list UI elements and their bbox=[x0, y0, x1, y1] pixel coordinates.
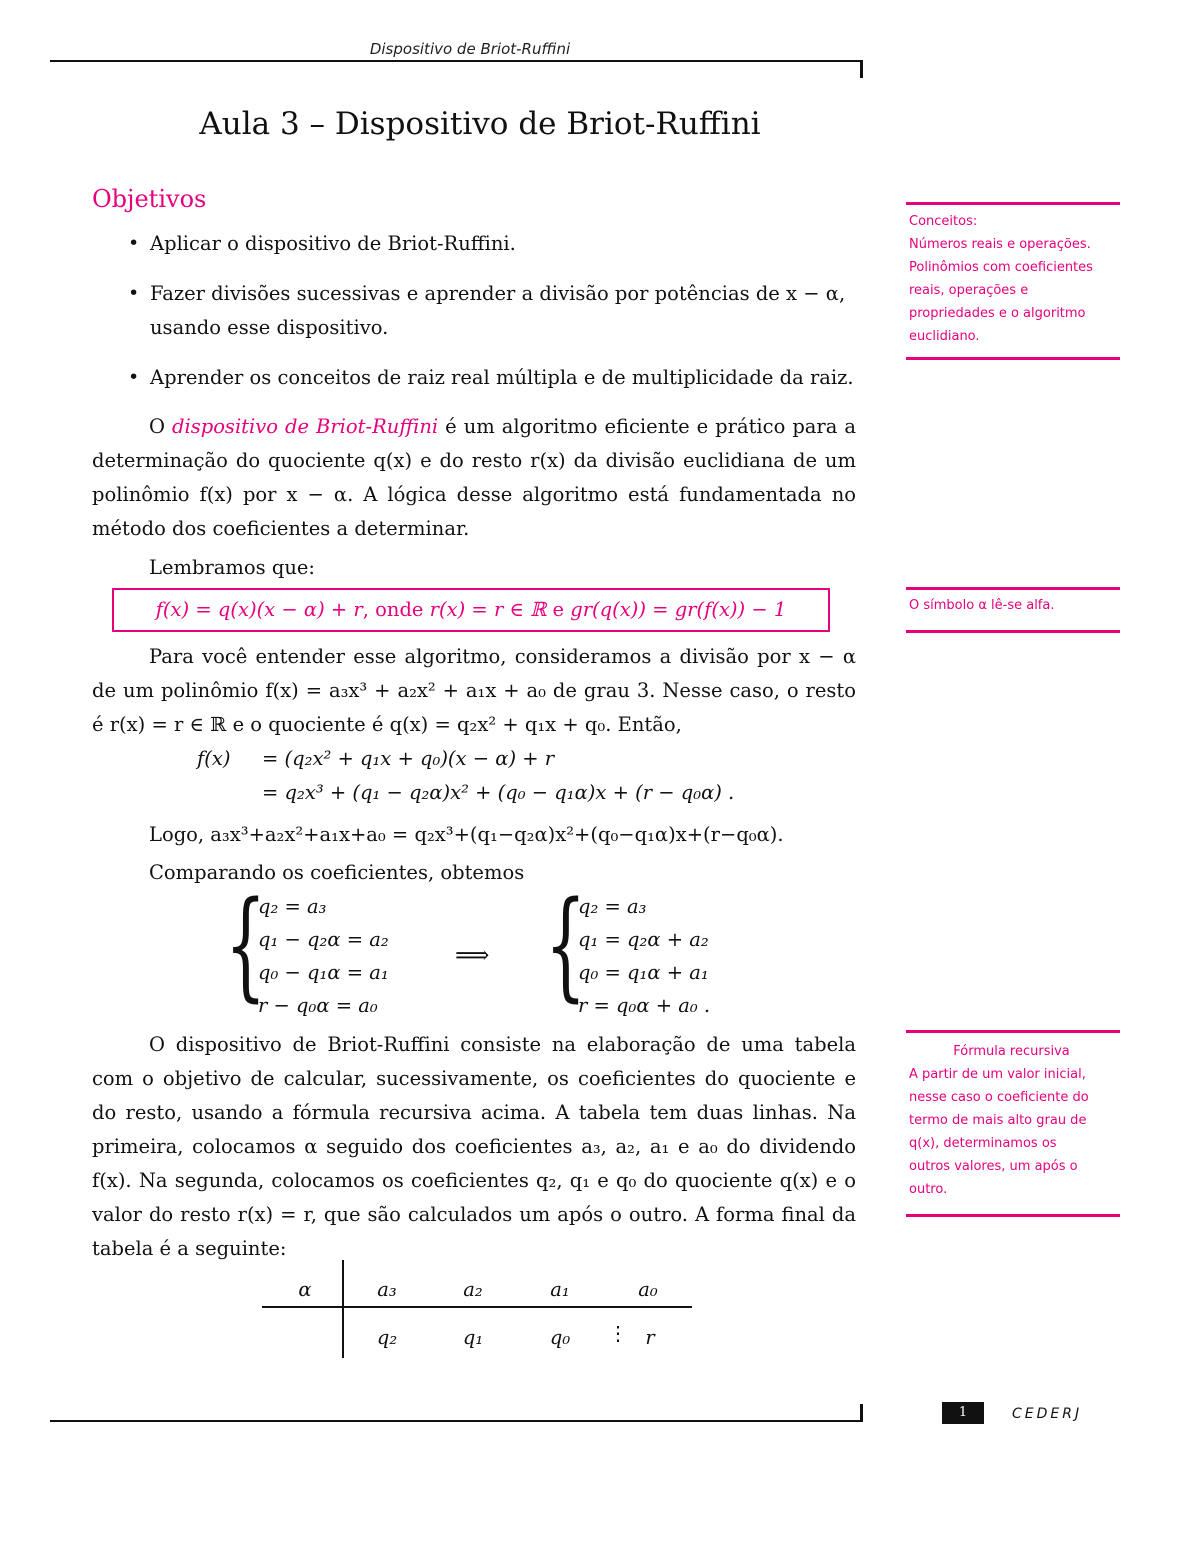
sidebar-rule bbox=[906, 357, 1120, 360]
implies-arrow: ⟹ bbox=[455, 941, 490, 969]
sidebar-rule bbox=[906, 1214, 1120, 1217]
footer-brand: CEDERJ bbox=[1012, 1406, 1083, 1422]
footer-rule bbox=[50, 1420, 862, 1422]
concepts-line: Números reais e operações. bbox=[909, 237, 1091, 252]
running-header: Dispositivo de Briot-Ruffini bbox=[369, 40, 571, 58]
table-vertical-line bbox=[342, 1260, 344, 1358]
concepts-line: reais, operações e bbox=[909, 283, 1029, 298]
emphasis-term: dispositivo de Briot-Ruffini bbox=[171, 415, 439, 438]
sidebar-rule bbox=[906, 587, 1120, 590]
system-left-row: q₁ − q₂α = a₂ bbox=[258, 928, 389, 951]
concepts-label: Conceitos: bbox=[909, 214, 978, 229]
recursive-line: outro. bbox=[909, 1182, 948, 1197]
compare-line: Comparando os coeficientes, obtemos bbox=[149, 861, 525, 884]
logo-equation: Logo, a₃x³+a₂x²+a₁x+a₀ = q₂x³+(q₁−q₂α)x²+(q₀−q₁α)x+(r−q₀α). bbox=[149, 823, 784, 846]
objective-item-cont: usando esse dispositivo. bbox=[150, 316, 389, 339]
objectives-heading: Objetivos bbox=[92, 185, 207, 213]
table-horizontal-line bbox=[262, 1306, 692, 1308]
bullet-icon: • bbox=[128, 282, 140, 304]
recursive-title: Fórmula recursiva bbox=[953, 1044, 1070, 1059]
recursive-line: q(x), determinamos os bbox=[909, 1136, 1057, 1151]
concepts-line: euclidiano. bbox=[909, 329, 980, 344]
table-cell: a₃ bbox=[377, 1278, 397, 1301]
paragraph-setup: Para você entender esse algoritmo, consideramos a divisão por x − α de um polinômio f(x) = a₃x³ + a₂x² + a₁x + a₀ de grau 3. Nesse caso, o resto é r(x) = r ∈ ℝ e o quociente é q(x) = q₂x² + q₁x + q₀. Então, bbox=[92, 645, 856, 736]
table-cell: a₀ bbox=[638, 1278, 658, 1301]
system-right-row: q₀ = q₁α + a₁ bbox=[578, 961, 709, 984]
sidebar-rule bbox=[906, 202, 1120, 205]
footer-rule-tick bbox=[860, 1404, 863, 1422]
objective-item: Aprender os conceitos de raiz real múltipla e de multiplicidade da raiz. bbox=[150, 366, 854, 389]
system-left-row: q₀ − q₁α = a₁ bbox=[258, 961, 389, 984]
equation-line-1: = (q₂x² + q₁x + q₀)(x − α) + r bbox=[262, 747, 555, 770]
objective-item: Aplicar o dispositivo de Briot-Ruffini. bbox=[150, 232, 516, 255]
equation-lhs: f(x) bbox=[197, 747, 231, 770]
header-rule-tick bbox=[860, 60, 863, 78]
table-cell: a₁ bbox=[550, 1278, 570, 1301]
recursive-line: termo de mais alto grau de bbox=[909, 1113, 1087, 1128]
sidebar-recursive bbox=[909, 1040, 1114, 1201]
paragraph-table-description: O dispositivo de Briot-Ruffini consiste na elaboração de uma tabela com o objetivo de calcular, sucessivamente, os coeficientes do quociente e do resto, usando a fórmula recursiva acima. A tabela tem duas linhas. Na primeira, colocamos α seguido dos coeficientes a₃, a₂, a₁ e a₀ do dividendo f(x). Na segunda, colocamos os coeficientes q₂, q₁ e q₀ do quociente q(x) e o valor do resto r(x) = r, que são calculados um após o outro. A forma final da tabela é a seguinte: bbox=[92, 1033, 856, 1260]
boxed-formula: f(x) = q(x)(x − α) + r, onde r(x) = r ∈ ℝ e gr(q(x)) = gr(f(x)) − 1 bbox=[112, 588, 830, 632]
intro-paragraph: O dispositivo de Briot-Ruffini é um algoritmo eficiente e prático para a determinação do quociente q(x) e do resto r(x) da divisão euclidiana de um polinômio f(x) por x − α. A lógica desse algoritmo está fundamentada no método dos coeficientes a determinar. bbox=[92, 415, 856, 540]
recursive-line: outros valores, um após o bbox=[909, 1159, 1078, 1174]
bullet-icon: • bbox=[128, 232, 140, 254]
table-cell: q₂ bbox=[376, 1326, 398, 1349]
system-left-row: q₂ = a₃ bbox=[258, 895, 327, 918]
system-right-row: q₁ = q₂α + a₂ bbox=[578, 928, 709, 951]
bullet-icon: • bbox=[128, 366, 140, 388]
sidebar-concepts bbox=[909, 210, 1114, 348]
recursive-line: A partir de um valor inicial, bbox=[909, 1067, 1086, 1082]
sidebar-alpha-note: O símbolo α lê-se alfa. bbox=[909, 598, 1055, 613]
right-brace: { bbox=[545, 875, 587, 1013]
concepts-line: propriedades e o algoritmo bbox=[909, 306, 1086, 321]
header-rule bbox=[50, 60, 862, 62]
page-title: Aula 3 – Dispositivo de Briot-Ruffini bbox=[199, 106, 761, 142]
table-cell-alpha: α bbox=[298, 1278, 312, 1301]
system-right-row: r = q₀α + a₀ . bbox=[578, 994, 711, 1017]
table-cell: a₂ bbox=[463, 1278, 483, 1301]
table-cell: q₀ bbox=[549, 1326, 571, 1349]
recursive-line: nesse caso o coeficiente do bbox=[909, 1090, 1089, 1105]
objective-item: Fazer divisões sucessivas e aprender a divisão por potências de x − α, bbox=[150, 282, 846, 305]
table-separator: ⋮ bbox=[608, 1322, 628, 1345]
left-brace: { bbox=[225, 875, 267, 1013]
equation-line-2: = q₂x³ + (q₁ − q₂α)x² + (q₀ − q₁α)x + (r − q₀α) . bbox=[262, 781, 735, 804]
remember-line: Lembramos que: bbox=[149, 556, 315, 579]
sidebar-rule bbox=[906, 1030, 1120, 1033]
system-right-row: q₂ = a₃ bbox=[578, 895, 647, 918]
system-left-row: r − q₀α = a₀ bbox=[258, 994, 378, 1017]
sidebar-rule bbox=[906, 630, 1120, 633]
table-cell: q₁ bbox=[462, 1326, 484, 1349]
page-number-badge: 1 bbox=[942, 1402, 984, 1424]
table-cell-remainder: r bbox=[645, 1326, 655, 1349]
concepts-line: Polinômios com coeficientes bbox=[909, 260, 1093, 275]
